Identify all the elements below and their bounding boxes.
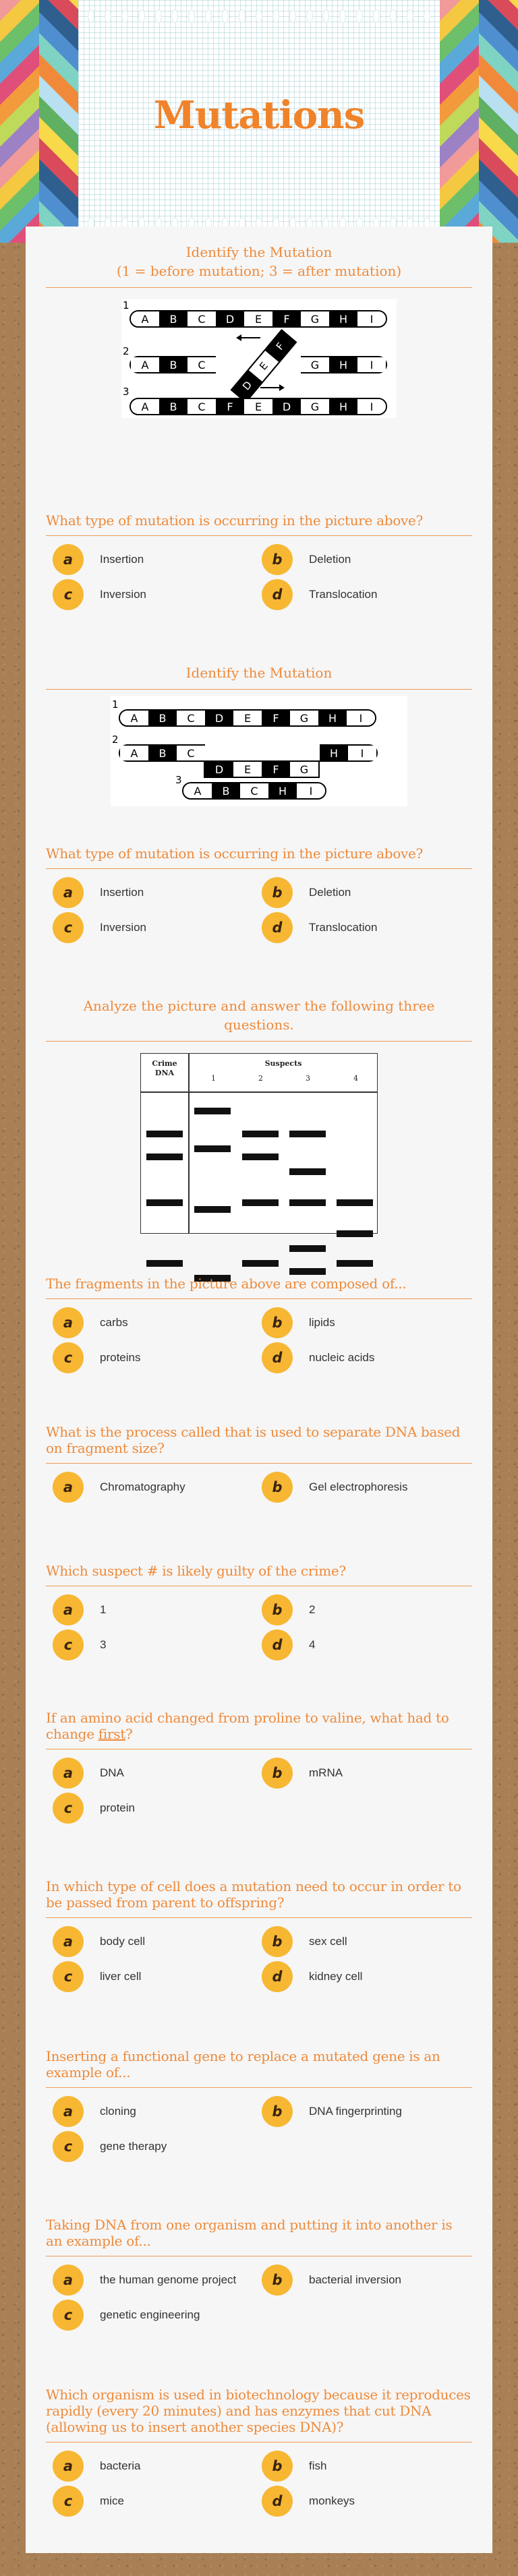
band: A (120, 711, 148, 725)
option-bubble: a (53, 2451, 84, 2482)
option-bubble: c (53, 2300, 84, 2331)
option-label: Inversion (100, 921, 146, 934)
option-bubble: b (262, 1758, 293, 1789)
row-label: 3 (123, 386, 130, 398)
option-a[interactable] (53, 1307, 128, 1338)
option-a[interactable] (53, 1472, 185, 1503)
chromosome-row-3 (182, 782, 326, 800)
option-a[interactable] (53, 1594, 106, 1625)
option-label: protein (100, 1801, 135, 1814)
chromosome-row-3 (130, 398, 387, 415)
page-title: Mutations (153, 93, 365, 138)
chromosome-row-2-loop (204, 760, 320, 778)
option-label: kidney cell (309, 1970, 363, 1983)
option-label: 2 (309, 1603, 316, 1616)
question-6 (26, 1710, 492, 1824)
paper-holes-top (88, 9, 430, 23)
options-grid (46, 2451, 472, 2517)
question-10 (26, 2387, 492, 2517)
band: D (205, 711, 233, 725)
band: E (249, 351, 279, 382)
question-text: Taking DNA from one organism and putting it into another is an example of... (46, 2217, 453, 2249)
option-bubble: c (53, 2131, 84, 2162)
option-a[interactable] (53, 2265, 236, 2296)
row-label: 2 (123, 345, 130, 357)
options-grid (46, 2096, 472, 2162)
band: F (262, 711, 290, 725)
divider (46, 535, 472, 536)
band: C (188, 399, 216, 414)
arrow-right-icon (260, 387, 283, 388)
options-grid (46, 1307, 472, 1373)
row-label: 1 (123, 299, 130, 311)
question-text: Which suspect # is likely guilty of the crime? (46, 1563, 346, 1579)
option-c[interactable] (53, 2300, 200, 2331)
section-heading: Analyze the picture and answer the following three (83, 998, 435, 1014)
options-grid (46, 1758, 472, 1824)
option-bubble: b (262, 2096, 293, 2127)
option-b[interactable] (262, 1758, 343, 1789)
content-card (26, 227, 492, 2553)
option-bubble: b (262, 544, 293, 575)
option-bubble: b (262, 2451, 293, 2482)
option-bubble: a (53, 877, 84, 908)
option-bubble: b (262, 1594, 293, 1625)
option-bubble: b (262, 1926, 293, 1957)
option-c[interactable] (53, 1961, 141, 1992)
option-label: mRNA (309, 1766, 343, 1779)
option-c[interactable] (53, 912, 146, 943)
option-d[interactable] (262, 1961, 362, 1992)
option-c[interactable] (53, 2486, 124, 2517)
band: B (148, 711, 177, 725)
option-bubble: d (262, 579, 293, 610)
question-emphasis: first (98, 1726, 125, 1742)
band: B (148, 746, 177, 760)
band: D (232, 370, 262, 401)
question-text: In which type of cell does a mutation need to occur in order to be passed from parent to offspring? (46, 1878, 461, 1911)
option-bubble: c (53, 1793, 84, 1824)
lane-label: 4 (353, 1074, 358, 1083)
lane-label: 1 (211, 1074, 216, 1083)
option-label: 4 (309, 1638, 316, 1651)
band: A (183, 783, 212, 798)
options-grid (46, 877, 472, 943)
option-d[interactable] (262, 912, 377, 943)
option-label: lipids (309, 1316, 335, 1329)
lane-label: 2 (258, 1074, 263, 1083)
option-bubble: a (53, 1758, 84, 1789)
option-bubble: c (53, 2486, 84, 2517)
option-label: genetic engineering (100, 2308, 200, 2321)
divider (46, 689, 472, 690)
option-bubble: b (262, 1472, 293, 1503)
section-analyze-gel (26, 996, 492, 1042)
options-grid (46, 2265, 472, 2331)
band: D (205, 762, 233, 777)
question-text: What type of mutation is occurring in the picture above? (46, 512, 423, 529)
option-bubble: d (262, 1961, 293, 1992)
chromosome-row-2-right (301, 356, 387, 373)
section-identify-mutation-2 (26, 663, 492, 690)
option-label: fish (309, 2459, 327, 2472)
option-label: Insertion (100, 553, 144, 566)
chromosome-row-2-left (130, 356, 216, 373)
band: I (347, 711, 375, 725)
options-grid (46, 1472, 472, 1504)
option-b[interactable] (262, 1594, 315, 1625)
question-text: The fragments in the picture above are composed of... (46, 1276, 407, 1292)
gel-electrophoresis-image (140, 1053, 378, 1234)
band: A (131, 311, 159, 326)
option-label: cloning (100, 2105, 136, 2118)
chromosome-inversion-diagram (121, 299, 397, 418)
option-d[interactable] (262, 2486, 355, 2517)
band: H (329, 399, 357, 414)
option-a[interactable] (53, 877, 144, 908)
option-a[interactable] (53, 2096, 136, 2127)
question-text: What is the process called that is used to separate DNA based on fragment size? (46, 1424, 461, 1456)
band: I (357, 311, 386, 326)
option-label: the human genome project (100, 2273, 237, 2286)
chromosome-row-2-right (320, 744, 378, 762)
section-heading: Identify the Mutation (185, 244, 333, 260)
section-subheading: (1 = before mutation; 3 = after mutation) (116, 263, 402, 279)
option-c[interactable] (53, 1342, 140, 1373)
band: A (120, 746, 148, 760)
band: G (290, 711, 318, 725)
option-bubble: a (53, 1926, 84, 1957)
band: I (297, 783, 325, 798)
option-label: proteins (100, 1351, 141, 1364)
option-label: Gel electrophoresis (309, 1480, 408, 1493)
option-bubble: a (53, 1594, 84, 1625)
header-banner (0, 0, 518, 243)
option-label: Insertion (100, 886, 144, 899)
chevron-pattern-right (440, 0, 518, 243)
row-label: 1 (112, 698, 119, 711)
option-a[interactable] (53, 1926, 145, 1957)
crime-label: DNA (154, 1069, 175, 1077)
option-label: body cell (100, 1935, 146, 1948)
band: D (272, 399, 301, 414)
option-label: monkeys (309, 2494, 355, 2507)
divider (46, 2087, 472, 2088)
band: B (159, 357, 188, 372)
option-label: nucleic acids (309, 1351, 375, 1364)
lane-label: 3 (306, 1074, 310, 1083)
band: D (216, 311, 244, 326)
option-b[interactable] (262, 1926, 347, 1957)
band: G (301, 399, 329, 414)
arrow-left-icon (237, 337, 260, 338)
band: H (329, 357, 357, 372)
option-label: Inversion (100, 588, 146, 601)
option-label: bacterial inversion (309, 2273, 402, 2286)
option-label: Deletion (309, 553, 351, 566)
option-bubble: b (262, 877, 293, 908)
band: C (177, 711, 205, 725)
suspects-label: Suspects (264, 1059, 302, 1068)
option-label: Translocation (309, 588, 378, 601)
option-b[interactable] (262, 2451, 326, 2482)
option-label: gene therapy (100, 2140, 167, 2153)
option-b[interactable] (262, 877, 351, 908)
option-c[interactable] (53, 1793, 135, 1824)
option-bubble: c (53, 912, 84, 943)
band: I (357, 399, 386, 414)
option-b[interactable] (262, 2096, 402, 2127)
band: F (216, 399, 244, 414)
chromosome-row-1 (119, 709, 376, 727)
option-label: liver cell (100, 1970, 142, 1983)
row-label: 2 (112, 733, 119, 746)
option-label: Chromatography (100, 1480, 185, 1493)
band: H (329, 311, 357, 326)
row-label: 3 (175, 774, 182, 786)
option-label: bacteria (100, 2459, 141, 2472)
band: B (159, 399, 188, 414)
band: E (244, 399, 272, 414)
option-bubble: a (53, 544, 84, 575)
option-bubble: b (262, 1307, 293, 1338)
divider (46, 1463, 472, 1464)
band: H (318, 711, 347, 725)
option-d[interactable] (262, 1629, 315, 1660)
band: E (233, 762, 262, 777)
option-label: Translocation (309, 921, 378, 934)
section-subheading: questions. (224, 1017, 294, 1033)
question-text: Inserting a functional gene to replace a mutated gene is an example of... (46, 2048, 440, 2080)
option-b[interactable] (262, 2265, 401, 2296)
question-9 (26, 2217, 492, 2331)
band: B (159, 311, 188, 326)
options-grid (46, 1594, 472, 1660)
band: C (177, 746, 205, 760)
question-1 (26, 512, 492, 610)
option-bubble: b (262, 2265, 293, 2296)
option-label: DNA fingerprinting (309, 2105, 402, 2118)
band: H (268, 783, 297, 798)
band: B (212, 783, 240, 798)
options-grid (46, 1926, 472, 1992)
chromosome-row-1 (130, 310, 387, 328)
option-c[interactable] (53, 1629, 106, 1660)
band: C (240, 783, 268, 798)
option-bubble: a (53, 2265, 84, 2296)
chromosome-row-2-left (119, 744, 205, 762)
band: C (188, 357, 216, 372)
option-a[interactable] (53, 544, 144, 575)
chevron-pattern-left (0, 0, 78, 243)
band: G (301, 357, 329, 372)
option-bubble: a (53, 1307, 84, 1338)
option-b[interactable] (262, 544, 351, 575)
band: E (233, 711, 262, 725)
option-bubble: d (262, 1342, 293, 1373)
section-heading: Identify the Mutation (185, 665, 333, 681)
option-bubble: c (53, 1629, 84, 1660)
divider (46, 287, 472, 288)
band: F (262, 762, 290, 777)
section-identify-mutation-1 (26, 243, 492, 288)
question-text-prefix: If an amino acid changed from proline to valine, what had to change (46, 1710, 449, 1742)
divider (46, 1917, 472, 1918)
option-label: DNA (100, 1766, 124, 1779)
question-5 (26, 1563, 492, 1660)
divider (46, 1298, 472, 1299)
option-c[interactable] (53, 579, 146, 610)
chromosome-deletion-diagram (111, 696, 407, 806)
band: G (290, 762, 318, 777)
option-c[interactable] (53, 2131, 167, 2162)
crime-label: Crime (152, 1059, 177, 1068)
option-a[interactable] (53, 1758, 124, 1789)
option-bubble: d (262, 1629, 293, 1660)
band: A (131, 399, 159, 414)
band: I (348, 746, 376, 760)
options-grid (46, 544, 472, 610)
divider (46, 868, 472, 869)
option-label: Deletion (309, 886, 351, 899)
band: F (265, 331, 295, 362)
option-bubble: c (53, 1961, 84, 1992)
question-8 (26, 2048, 492, 2162)
option-b[interactable] (262, 1307, 335, 1338)
option-label: mice (100, 2494, 124, 2507)
option-bubble: c (53, 579, 84, 610)
option-label: carbs (100, 1316, 128, 1329)
question-2 (26, 845, 492, 943)
option-bubble: c (53, 1342, 84, 1373)
band: E (244, 311, 272, 326)
question-3 (26, 1276, 492, 1373)
band: F (272, 311, 301, 326)
option-label: 3 (100, 1638, 107, 1651)
option-b[interactable] (262, 1472, 407, 1503)
divider (46, 1041, 472, 1042)
question-text (46, 1710, 472, 1742)
question-text-suffix: ? (125, 1726, 133, 1742)
band: H (320, 746, 348, 760)
option-bubble: a (53, 1472, 84, 1503)
band: G (301, 311, 329, 326)
option-label: sex cell (309, 1935, 347, 1948)
band: A (131, 357, 159, 372)
band: I (357, 357, 386, 372)
band: C (188, 311, 216, 326)
option-bubble: d (262, 2486, 293, 2517)
question-text: Which organism is used in biotechnology because it reproduces rapidly (every 20 minutes) and has enzymes that cut DNA (allowing us to insert another species DNA)? (46, 2387, 471, 2435)
option-d[interactable] (262, 579, 377, 610)
option-bubble: d (262, 912, 293, 943)
option-d[interactable] (262, 1342, 374, 1373)
question-7 (26, 1878, 492, 1992)
question-text: What type of mutation is occurring in the picture above? (46, 845, 423, 862)
question-4 (26, 1424, 492, 1504)
graph-paper (78, 0, 440, 243)
divider (46, 2442, 472, 2443)
option-label: 1 (100, 1603, 107, 1616)
option-bubble: a (53, 2096, 84, 2127)
option-a[interactable] (53, 2451, 140, 2482)
